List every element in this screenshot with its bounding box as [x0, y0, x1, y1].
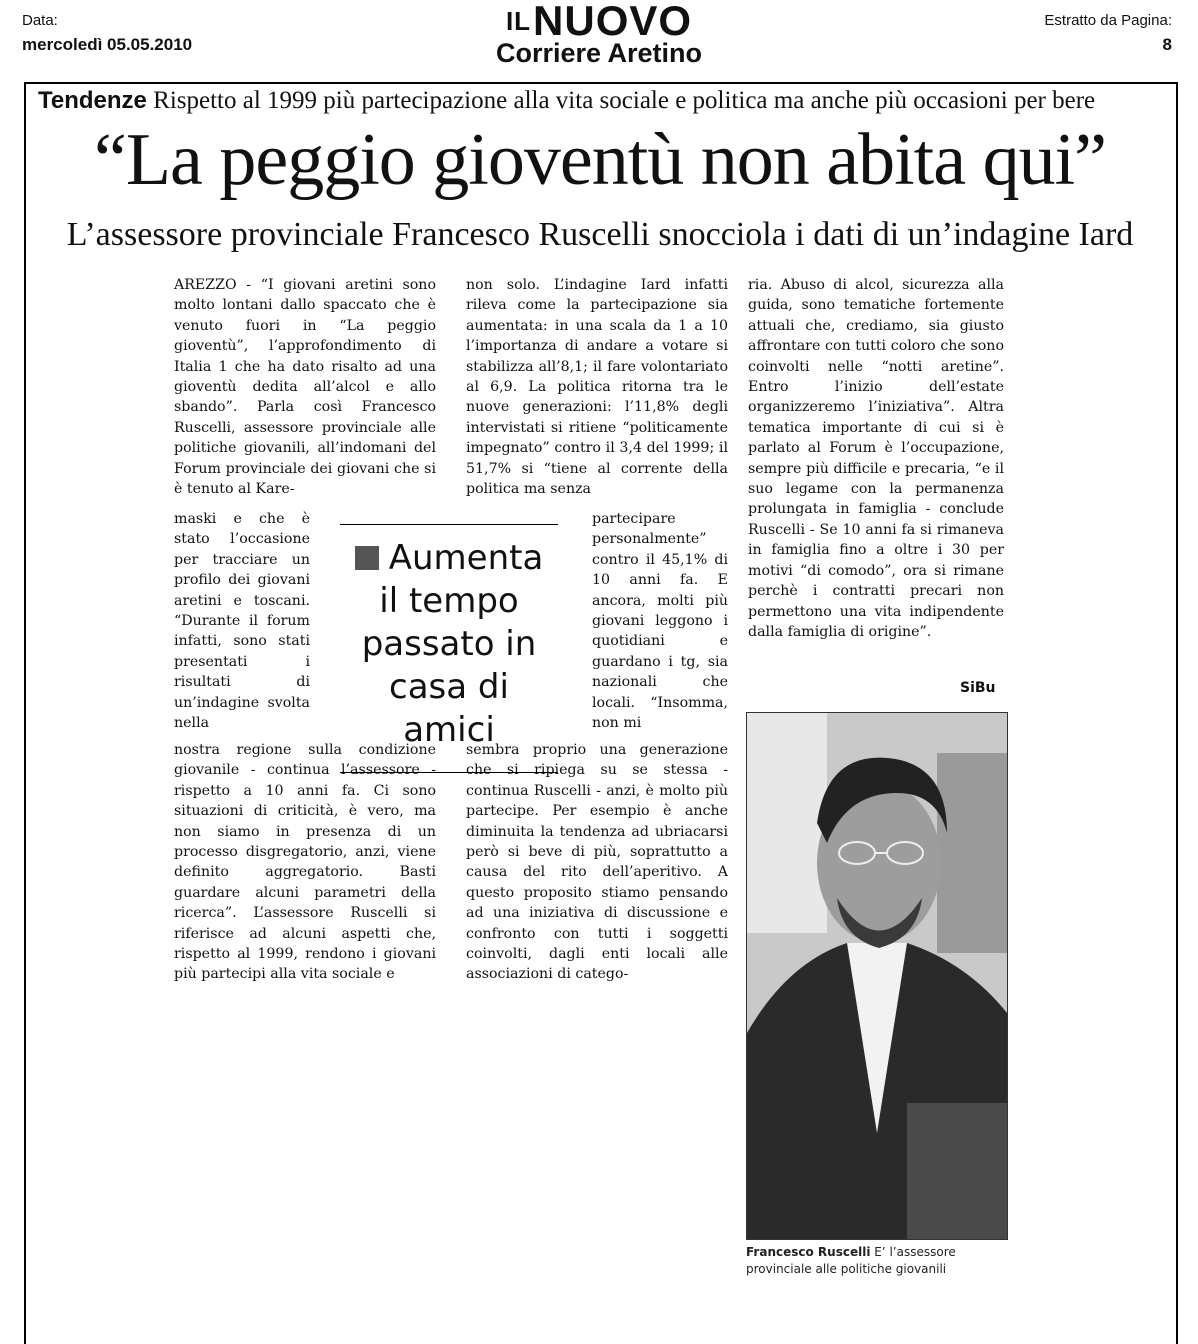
column-1-bottom: nostra regione sulla condizione giovanile - continua l’assessore - rispetto a 10 anni fa. Ci sono situazioni di criticità, è vero, ma non siamo in presenza di un processo disgregatorio, anzi, viene definito aggregatorio. Basti guardare alcuni parametri della ricerca”. L’assessore Ruscelli si riferisce ad alcuni aspetti che, rispetto al 1999, rendono i giovani più partecipi alla vita sociale e [174, 742, 436, 983]
masthead-sub: Corriere Aretino [495, 38, 703, 68]
page-label: Estratto da Pagina: [1044, 12, 1172, 29]
kicker-tag: Tendenze [38, 87, 147, 114]
page-block [1044, 12, 1172, 55]
caption-name: Francesco Ruscelli [746, 1245, 871, 1259]
signature: SiBu [960, 680, 996, 696]
masthead-il: IL [505, 6, 532, 36]
caption-text: E’ l’assessore provinciale alle politiche giovanili [746, 1245, 956, 1276]
photo-caption [746, 1244, 1006, 1278]
column-3: ria. Abuso di alcol, sicurezza alla guida, sono tematiche fortemente attuali che, crediamo, sia giusto affrontare con tutti coloro che sono coinvolti nelle “notti aretine”. Entro l’inizio dell’estate organizzeremo l’iniziativa”. Altra tematica importante di cui si è parlato al Forum è l’occupazione, sempre più difficile e precaria, “e il suo legame con la permanenza prolungata in famiglia - conclude Ruscelli - Se 10 anni fa si rimaneva in famiglia fino a oltre i 30 per motivi “di comodo”, ora si rimane perchè i contratti precari non permettono una vita indipendente dalla famiglia di origine”. [748, 277, 1004, 640]
date-value: mercoledì 05.05.2010 [22, 35, 193, 54]
square-bullet-icon [355, 546, 379, 570]
masthead [0, 0, 1198, 66]
masthead-name: NUOVO [533, 0, 693, 44]
column-1-narrow: maski e che è stato l’occasione per tracciare un profilo dei giovani aretini e toscani. “Durante il forum infatti, sono stati presentati i risultati di un’indagine svolta nella [174, 511, 310, 732]
subhead: L’assessore provinciale Francesco Ruscelli snocciola i dati di un’indagine Iard [66, 216, 1134, 253]
masthead-logo [0, 0, 1198, 44]
pull-quote-text: Aumenta il tempo passato in casa di amici [361, 538, 544, 750]
portrait-illustration [747, 713, 1007, 1239]
pull-quote [340, 524, 558, 773]
column-1-top: AREZZO - “I giovani aretini sono molto lontani dallo spaccato che è venuto fuori in “La peggio gioventù”, l’approfondimento di Italia 1 che ha dato risalto ad una gioventù dedita all’alcol e allo sbando”. Parla così Francesco Ruscelli, assessore provinciale alle politiche giovanili, all’indomani del Forum provinciale dei giovani che si è tenuto al Kare- [174, 277, 436, 498]
kicker-text: Rispetto al 1999 più partecipazione alla vita sociale e politica ma anche più occasioni per bere [146, 87, 1096, 114]
column-2-top: non solo. L’indagine Iard infatti rileva come la partecipazione sia aumentata: in una scala da 1 a 10 l’importanza di andare a votare si stabilizza all’8,1; il fare volontariato al 6,9. La politica ritorna tra le nuove generazioni: l’11,8% degli intervistati si ritiene “politicamente impegnato” contro il 3,4 del 1999; il 51,7% si “tiene al corrente della politica ma senza [466, 277, 728, 498]
column-2-narrow: partecipare personalmente” contro il 45,1% di 10 anni fa. E ancora, molti più giovani leggono i quotidiani e guardano i tg, sia nazionali che locali. “Insomma, non mi [592, 511, 728, 732]
portrait-photo [746, 712, 1008, 1240]
page-number: 8 [1162, 35, 1172, 54]
headline: “La peggio gioventù non abita qui” [94, 119, 1106, 201]
column-2-bottom: sembra proprio una generazione che si ripiega su se stessa - continua Ruscelli - anzi, è molto più partecipe. Per esempio è anche diminuita la tendenza ad ubriacarsi però si beve di più, soprattutto a causa del rito dell’aperitivo. A questo proposito stiamo pensando ad una iniziativa di discussione e confronto con tutti i soggetti coinvolti, dagli enti locali alle associazioni di catego- [466, 742, 728, 983]
kicker [38, 87, 1168, 115]
date-label: Data: [22, 12, 58, 29]
